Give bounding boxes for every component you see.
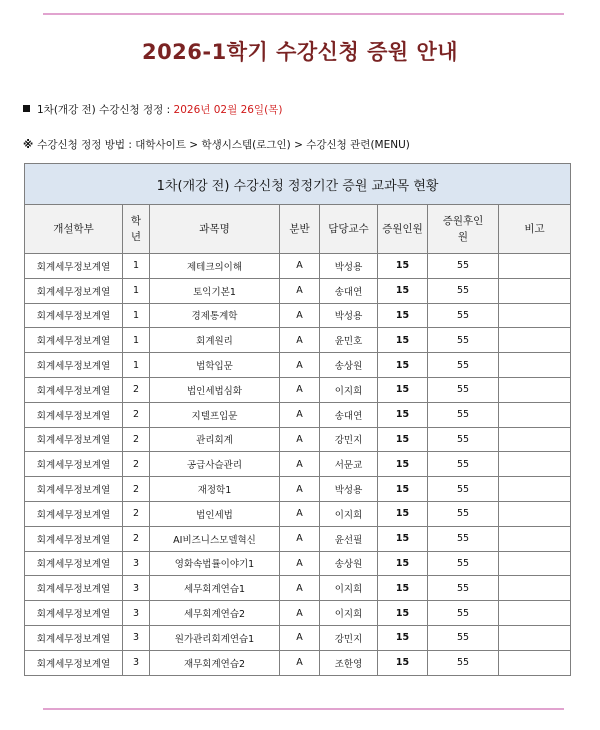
cell-year: 3 xyxy=(123,576,150,601)
cell-note xyxy=(499,303,571,328)
cell-added: 15 xyxy=(378,477,428,502)
cell-professor: 이지희 xyxy=(320,601,378,626)
header-after-top: 증원후인 xyxy=(442,215,484,227)
cell-course: 재무회계연습2 xyxy=(150,650,280,675)
schedule-notice xyxy=(23,102,282,117)
schedule-label: 1차(개강 전) 수강신청 정정 : xyxy=(37,104,174,116)
cell-note xyxy=(499,601,571,626)
schedule-date: 2026년 02월 26일(목) xyxy=(173,104,283,116)
cell-year: 1 xyxy=(123,303,150,328)
cell-section: A xyxy=(280,278,320,303)
course-table xyxy=(24,163,571,676)
cell-note xyxy=(499,328,571,353)
cell-year: 1 xyxy=(123,254,150,279)
cell-professor: 이지희 xyxy=(320,377,378,402)
cell-course: 법인세법 xyxy=(150,501,280,526)
cell-year: 2 xyxy=(123,427,150,452)
table-row xyxy=(25,427,571,452)
table-row xyxy=(25,477,571,502)
cell-note xyxy=(499,625,571,650)
header-note: 비고 xyxy=(499,205,571,254)
cell-course: 법인세법심화 xyxy=(150,377,280,402)
header-after-bottom: 원 xyxy=(457,231,469,243)
cell-added: 15 xyxy=(378,501,428,526)
cell-professor: 윤선필 xyxy=(320,526,378,551)
cell-note xyxy=(499,650,571,675)
cell-added: 15 xyxy=(378,377,428,402)
cell-note xyxy=(499,526,571,551)
cell-after: 55 xyxy=(428,377,499,402)
cell-professor: 박성용 xyxy=(320,254,378,279)
cell-added: 15 xyxy=(378,402,428,427)
cell-note xyxy=(499,254,571,279)
cell-professor: 박성용 xyxy=(320,303,378,328)
cell-dept: 회계세무정보계열 xyxy=(25,353,123,378)
header-course: 과목명 xyxy=(150,205,280,254)
cell-year: 2 xyxy=(123,452,150,477)
cell-course: 세무회계연습2 xyxy=(150,601,280,626)
cell-course: 법학입문 xyxy=(150,353,280,378)
method-text: 수강신청 정정 방법 : 대학사이트 > 학생시스템(로그인) > 수강신청 관련(MENU) xyxy=(37,139,410,151)
cell-added: 15 xyxy=(378,650,428,675)
cell-year: 2 xyxy=(123,501,150,526)
cell-course: 영화속법률이야기1 xyxy=(150,551,280,576)
table-row xyxy=(25,501,571,526)
cell-dept: 회계세무정보계열 xyxy=(25,625,123,650)
cell-course: 공급사슬관리 xyxy=(150,452,280,477)
cell-note xyxy=(499,353,571,378)
cell-dept: 회계세무정보계열 xyxy=(25,377,123,402)
cell-after: 55 xyxy=(428,303,499,328)
cell-course: 관리회계 xyxy=(150,427,280,452)
table-row xyxy=(25,526,571,551)
cell-added: 15 xyxy=(378,353,428,378)
cell-note xyxy=(499,427,571,452)
table-row xyxy=(25,402,571,427)
cell-year: 2 xyxy=(123,402,150,427)
cell-after: 55 xyxy=(428,477,499,502)
cell-dept: 회계세무정보계열 xyxy=(25,254,123,279)
cell-section: A xyxy=(280,501,320,526)
cell-note xyxy=(499,477,571,502)
cell-course: AI비즈니스모델혁신 xyxy=(150,526,280,551)
cell-added: 15 xyxy=(378,551,428,576)
cell-note xyxy=(499,551,571,576)
cell-after: 55 xyxy=(428,452,499,477)
cell-professor: 이지희 xyxy=(320,501,378,526)
cell-year: 1 xyxy=(123,353,150,378)
cell-section: A xyxy=(280,427,320,452)
table-row xyxy=(25,625,571,650)
header-section: 분반 xyxy=(280,205,320,254)
cell-dept: 회계세무정보계열 xyxy=(25,477,123,502)
table-row xyxy=(25,328,571,353)
cell-professor: 송상원 xyxy=(320,353,378,378)
table-row xyxy=(25,353,571,378)
cell-year: 3 xyxy=(123,650,150,675)
cell-year: 2 xyxy=(123,477,150,502)
cell-note xyxy=(499,278,571,303)
cell-added: 15 xyxy=(378,576,428,601)
cell-added: 15 xyxy=(378,427,428,452)
cell-year: 2 xyxy=(123,377,150,402)
cell-note xyxy=(499,501,571,526)
page-title: 2026-1학기 수강신청 증원 안내 xyxy=(141,40,459,64)
cell-dept: 회계세무정보계열 xyxy=(25,402,123,427)
table-caption: 1차(개강 전) 수강신청 정정기간 증원 교과목 현황 xyxy=(25,164,571,205)
cell-year: 3 xyxy=(123,601,150,626)
top-divider xyxy=(43,13,564,15)
cell-after: 55 xyxy=(428,353,499,378)
cell-note xyxy=(499,377,571,402)
cell-after: 55 xyxy=(428,625,499,650)
cell-dept: 회계세무정보계열 xyxy=(25,328,123,353)
cell-course: 재정학1 xyxy=(150,477,280,502)
cell-professor: 송대연 xyxy=(320,278,378,303)
cell-professor: 조한영 xyxy=(320,650,378,675)
cell-course: 회계원리 xyxy=(150,328,280,353)
header-year-top: 학 xyxy=(130,215,142,227)
cell-section: A xyxy=(280,303,320,328)
cell-professor: 박성용 xyxy=(320,477,378,502)
cell-dept: 회계세무정보계열 xyxy=(25,526,123,551)
cell-section: A xyxy=(280,650,320,675)
reference-mark-icon: ※ xyxy=(23,139,34,151)
cell-added: 15 xyxy=(378,278,428,303)
cell-section: A xyxy=(280,576,320,601)
cell-professor: 강민지 xyxy=(320,427,378,452)
cell-year: 2 xyxy=(123,526,150,551)
cell-professor: 강민지 xyxy=(320,625,378,650)
cell-year: 3 xyxy=(123,551,150,576)
cell-after: 55 xyxy=(428,427,499,452)
cell-professor: 이지희 xyxy=(320,576,378,601)
header-year-bottom: 년 xyxy=(130,231,142,243)
table-row xyxy=(25,254,571,279)
cell-after: 55 xyxy=(428,526,499,551)
cell-dept: 회계세무정보계열 xyxy=(25,278,123,303)
cell-added: 15 xyxy=(378,328,428,353)
cell-section: A xyxy=(280,402,320,427)
cell-after: 55 xyxy=(428,576,499,601)
cell-added: 15 xyxy=(378,526,428,551)
cell-course: 토익기본1 xyxy=(150,278,280,303)
cell-section: A xyxy=(280,377,320,402)
cell-after: 55 xyxy=(428,278,499,303)
cell-note xyxy=(499,402,571,427)
cell-section: A xyxy=(280,477,320,502)
cell-note xyxy=(499,576,571,601)
header-after xyxy=(428,205,499,254)
cell-course: 원가관리회계연습1 xyxy=(150,625,280,650)
bottom-divider xyxy=(43,708,564,710)
cell-after: 55 xyxy=(428,501,499,526)
cell-course: 제테크의이해 xyxy=(150,254,280,279)
cell-section: A xyxy=(280,625,320,650)
cell-added: 15 xyxy=(378,601,428,626)
table-row xyxy=(25,452,571,477)
table-row xyxy=(25,551,571,576)
cell-after: 55 xyxy=(428,601,499,626)
cell-dept: 회계세무정보계열 xyxy=(25,650,123,675)
header-year xyxy=(123,205,150,254)
cell-section: A xyxy=(280,452,320,477)
cell-after: 55 xyxy=(428,650,499,675)
header-professor: 담당교수 xyxy=(320,205,378,254)
cell-professor: 송상원 xyxy=(320,551,378,576)
cell-dept: 회계세무정보계열 xyxy=(25,601,123,626)
cell-section: A xyxy=(280,526,320,551)
cell-added: 15 xyxy=(378,254,428,279)
cell-year: 1 xyxy=(123,328,150,353)
cell-note xyxy=(499,452,571,477)
cell-professor: 송대연 xyxy=(320,402,378,427)
cell-after: 55 xyxy=(428,328,499,353)
table-row xyxy=(25,576,571,601)
cell-dept: 회계세무정보계열 xyxy=(25,551,123,576)
cell-dept: 회계세무정보계열 xyxy=(25,303,123,328)
cell-section: A xyxy=(280,601,320,626)
cell-professor: 서문교 xyxy=(320,452,378,477)
cell-after: 55 xyxy=(428,402,499,427)
cell-course: 경제통계학 xyxy=(150,303,280,328)
cell-dept: 회계세무정보계열 xyxy=(25,501,123,526)
cell-course: 지텔프입문 xyxy=(150,402,280,427)
method-notice xyxy=(23,137,410,152)
cell-professor: 윤민호 xyxy=(320,328,378,353)
cell-after: 55 xyxy=(428,254,499,279)
header-dept: 개설학부 xyxy=(25,205,123,254)
table-row xyxy=(25,650,571,675)
cell-section: A xyxy=(280,551,320,576)
cell-section: A xyxy=(280,328,320,353)
cell-added: 15 xyxy=(378,452,428,477)
cell-added: 15 xyxy=(378,625,428,650)
cell-dept: 회계세무정보계열 xyxy=(25,427,123,452)
cell-added: 15 xyxy=(378,303,428,328)
square-bullet-icon xyxy=(23,105,30,112)
cell-section: A xyxy=(280,353,320,378)
cell-dept: 회계세무정보계열 xyxy=(25,576,123,601)
table-row xyxy=(25,601,571,626)
header-added: 증원인원 xyxy=(378,205,428,254)
cell-after: 55 xyxy=(428,551,499,576)
cell-year: 1 xyxy=(123,278,150,303)
cell-year: 3 xyxy=(123,625,150,650)
cell-course: 세무회계연습1 xyxy=(150,576,280,601)
table-row xyxy=(25,303,571,328)
cell-dept: 회계세무정보계열 xyxy=(25,452,123,477)
cell-section: A xyxy=(280,254,320,279)
table-row xyxy=(25,278,571,303)
table-row xyxy=(25,377,571,402)
